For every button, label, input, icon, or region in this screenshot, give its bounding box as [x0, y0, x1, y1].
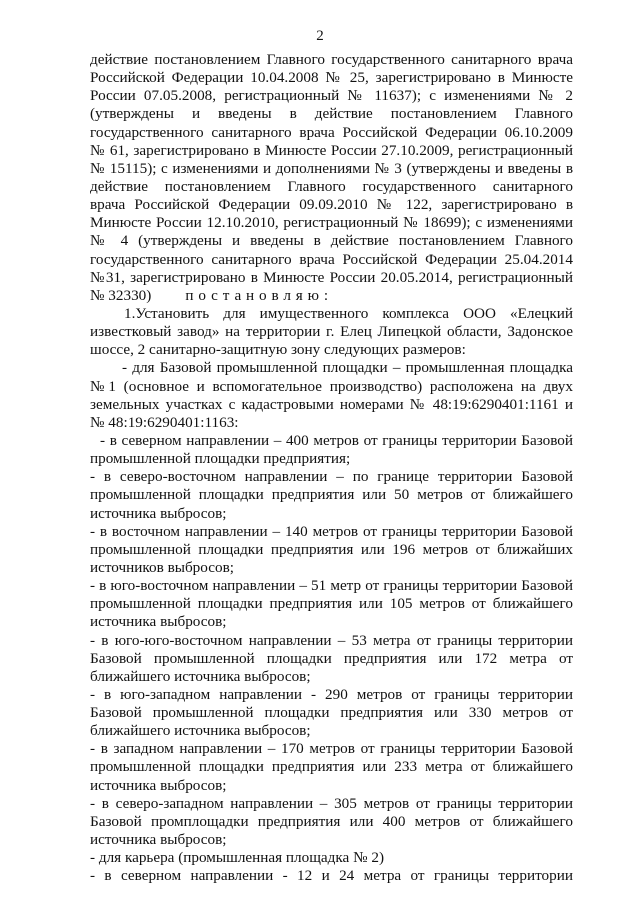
text-line: источника выбросов; [90, 504, 227, 522]
text-fragment: № 32330) [90, 286, 152, 304]
text-line: врача Российской Федерации 09.09.2010 № 122, зарегистрировано в [90, 196, 573, 214]
text-line: земельных участках с кадастровыми номерами № 48:19:6290401:1161 и [90, 395, 573, 413]
text-line: Базовой промышленной площадки предприятия или 330 метров от [90, 704, 573, 722]
text-line: Базовой промышленной площадки предприятия или 172 метра от [90, 649, 573, 667]
text-line: - в северо-восточном направлении – по границе территории Базовой [90, 468, 573, 486]
text-line: действие постановлением Главного государственного санитарного [90, 177, 573, 195]
text-line: источника выбросов; [90, 613, 227, 631]
text-line: - в восточном направлении – 140 метров от границы территории Базовой [90, 522, 573, 540]
text-line: - для карьера (промышленная площадка № 2) [90, 849, 385, 867]
text-line: промышленной площадки предприятия или 50 метров от ближайшего [90, 486, 573, 504]
text-line: известковый завод» на территории г. Елец Липецкой области, Задонское [90, 323, 573, 341]
text-line: Минюсте России 12.10.2010, регистрационный № 18699); с изменениями [90, 214, 573, 232]
text-line: действие постановлением Главного государственного санитарного врача [90, 51, 573, 68]
text-line: № 4 (утверждены и введены в действие постановлением Главного [90, 232, 573, 250]
page-number: 2 [316, 28, 324, 44]
text-line: - для Базовой промышленной площадки – промышленная площадка [122, 359, 573, 377]
text-line: ближайшего источника выбросов; [90, 667, 311, 685]
text-line-with-resolution [90, 287, 573, 305]
text-line: - в северо-западном направлении – 305 метров от границы территории [90, 794, 573, 812]
text-line: - в юго-юго-восточном направлении – 53 метра от границы территории [90, 631, 573, 649]
resolution-word: постановляю: [185, 286, 333, 304]
text-line: государственного санитарного врача Российской Федерации 25.04.2014 [90, 250, 573, 268]
text-line: № 48:19:6290401:1163: [90, 413, 239, 431]
text-line: 1.Установить для имущественного комплекса ООО «Елецкий [124, 304, 573, 322]
text-line: источника выбросов; [90, 831, 227, 849]
text-line: - в юго-западном направлении - 290 метров от границы территории [90, 685, 573, 703]
text-line: (утверждены и введены в действие постановлением Главного [90, 105, 573, 123]
text-line: государственного санитарного врача Российской Федерации 06.10.2009 [90, 123, 573, 141]
text-line: № 61, зарегистрировано в Минюсте России 27.10.2009, регистрационный [90, 141, 573, 159]
text-line: № 15115); с изменениями и дополнениями № 3 (утверждены и введены в [90, 159, 573, 177]
text-line: - в юго-восточном направлении – 51 метр от границы территории Базовой [90, 577, 573, 595]
text-line: промышленной площадки предприятия или 105 метров от ближайшего [90, 595, 573, 613]
document-body [90, 51, 573, 885]
text-line: России 07.05.2008, регистрационный № 11637); с изменениями № 2 [90, 87, 573, 105]
text-line: Российской Федерации 10.04.2008 № 25, зарегистрировано в Минюсте [90, 69, 573, 87]
text-line: - в северном направлении – 400 метров от границы территории Базовой [100, 431, 573, 449]
text-line: источников выбросов; [90, 558, 234, 576]
text-line: промышленной площадки предприятия или 233 метра от ближайшего [90, 758, 573, 776]
text-line: Базовой промплощадки предприятия или 400 метров от ближайшего [90, 812, 573, 830]
text-line: - в северном направлении - 12 и 24 метра от границы территории [90, 867, 573, 885]
text-line: №31, зарегистрировано в Минюсте России 20.05.2014, регистрационный [90, 268, 573, 286]
text-line: №1 (основное и вспомогательное производство) расположена на двух [90, 377, 573, 395]
text-line: ближайшего источника выбросов; [90, 722, 311, 740]
text-line: промышленной площадки предприятия или 196 метров от ближайших [90, 540, 573, 558]
text-line: - в западном направлении – 170 метров от границы территории Базовой [90, 740, 573, 758]
text-line: источника выбросов; [90, 776, 227, 794]
text-line: промышленной площадки предприятия; [90, 450, 351, 468]
text-line: шоссе, 2 санитарно-защитную зону следующих размеров: [90, 341, 466, 359]
